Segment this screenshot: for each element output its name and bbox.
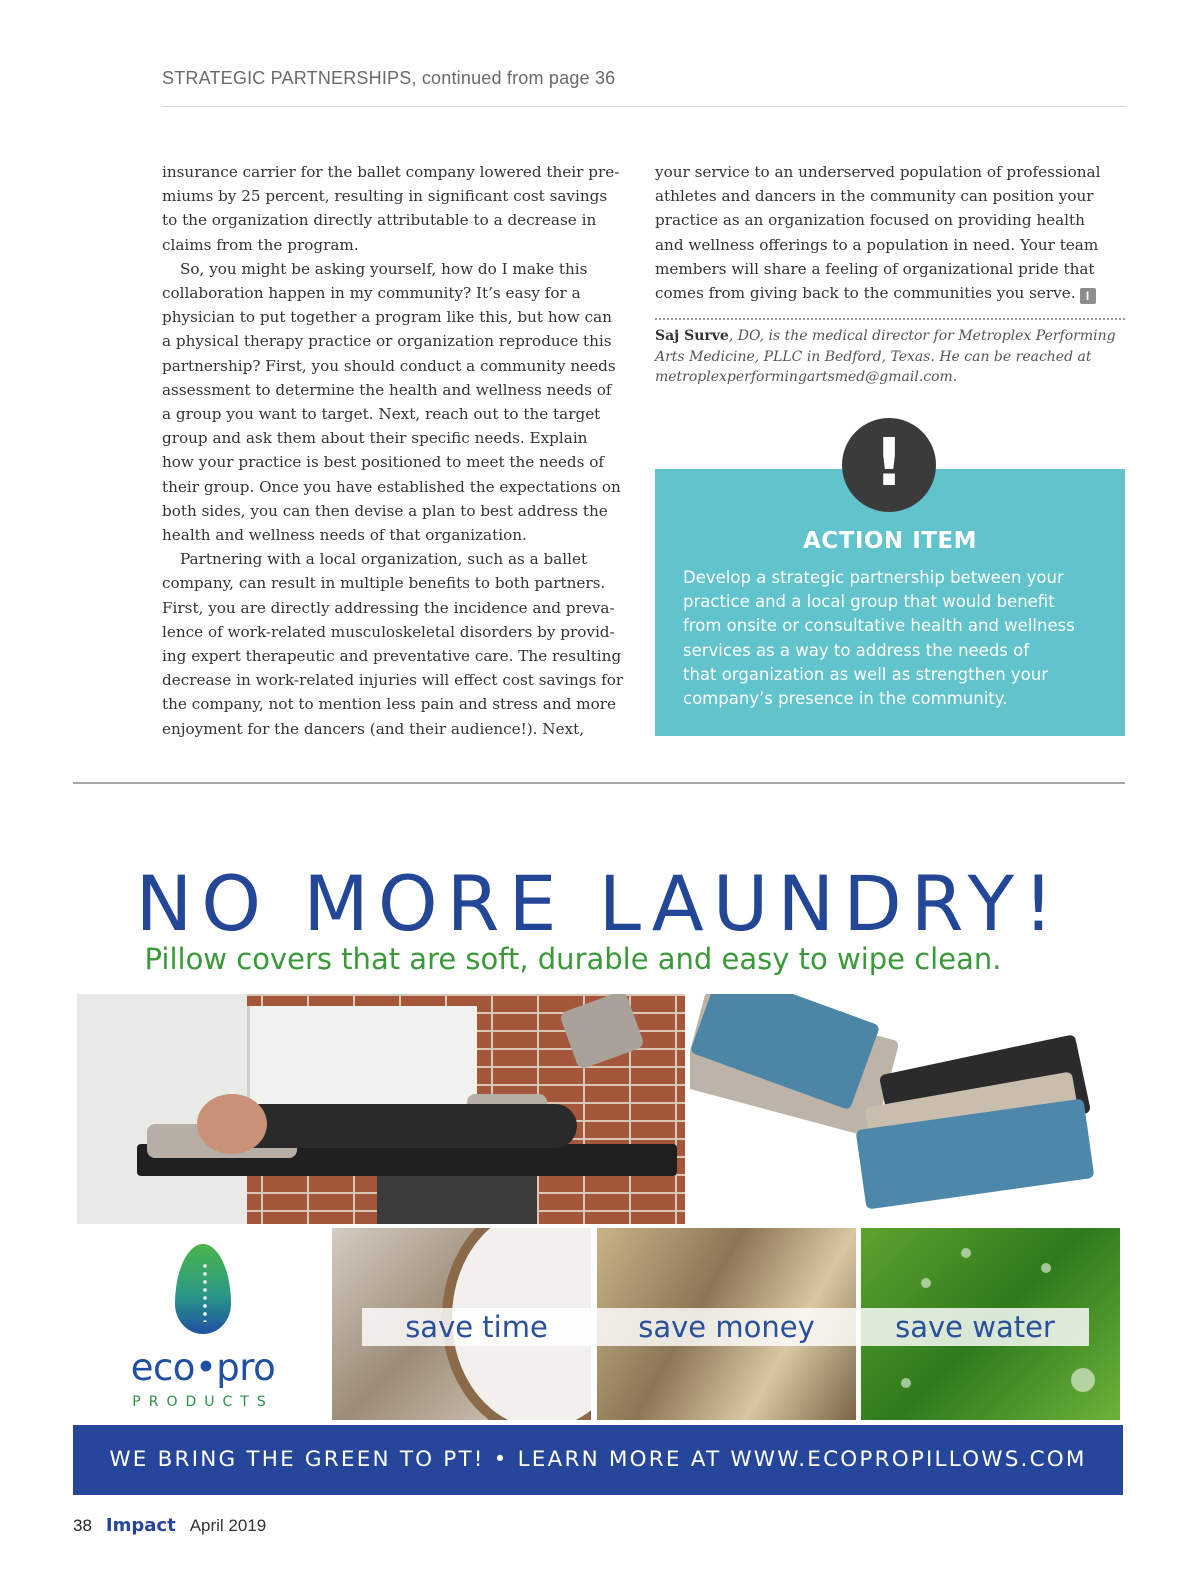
article-line: practice as an organization focused on providing health xyxy=(655,211,1085,230)
leaf-logo-icon xyxy=(175,1244,231,1334)
water-drop xyxy=(921,1278,931,1288)
pillow-covers-photo xyxy=(690,994,1120,1224)
treatment-table-base xyxy=(377,1176,537,1224)
tile-label: save time xyxy=(362,1308,591,1346)
article-line: health and wellness needs of that organization. xyxy=(162,526,527,545)
author-bio xyxy=(655,326,1125,388)
article-line: physician to put together a program like this, but how can xyxy=(162,308,612,327)
article-line: lence of work-related musculoskeletal disorders by provid- xyxy=(162,622,615,641)
article-line: both sides, you can then devise a plan to best address the xyxy=(162,501,608,520)
logo-subtitle: PRODUCTS xyxy=(132,1394,274,1410)
article-line: company, can result in multiple benefits to both partners. xyxy=(162,574,606,593)
article-line: claims from the program. xyxy=(162,235,359,254)
patient-head xyxy=(197,1094,267,1154)
article-line: assessment to determine the health and wellness needs of xyxy=(162,380,612,399)
article-line: Partnering with a local organization, such as a ballet xyxy=(180,550,588,569)
article-line: miums by 25 percent, resulting in significant cost savings xyxy=(162,187,608,206)
article-line: and wellness offerings to a population in need. Your team xyxy=(655,235,1099,254)
water-drop xyxy=(961,1248,971,1258)
patient-figure xyxy=(217,1104,577,1148)
article-line: ing expert therapeutic and preventative care. The resulting xyxy=(162,647,622,666)
exclamation-icon xyxy=(842,418,936,512)
tile-label: save money xyxy=(597,1308,856,1346)
ad-divider xyxy=(73,782,1125,784)
article-line: how your practice is best positioned to meet the needs of xyxy=(162,453,604,472)
ad-banner: WE BRING THE GREEN TO PT! • LEARN MORE AT WWW.ECOPROPILLOWS.COM xyxy=(73,1425,1123,1495)
issue-date: April 2019 xyxy=(189,1516,267,1535)
article-line: partnership? First, you should conduct a community needs xyxy=(162,356,616,375)
article-line: the company, not to mention less pain and stress and more xyxy=(162,695,616,714)
action-item-line: services as a way to address the needs of xyxy=(683,640,1030,660)
action-item-line: from onsite or consultative health and wellness xyxy=(683,616,1075,636)
spine-dots xyxy=(203,1262,207,1322)
save-time-tile xyxy=(332,1228,591,1420)
end-of-article-icon: I xyxy=(1080,288,1096,304)
article-line: group and ask them about their specific needs. Explain xyxy=(162,429,588,448)
running-head: STRATEGIC PARTNERSHIPS, continued from page 36 xyxy=(162,68,616,88)
magazine-name: Impact xyxy=(105,1515,176,1536)
author-bio-text: , DO, is the medical director for Metroplex Performing Arts Medicine, PLLC in Bedford, Texas. He can be reached at metroplexperformingartsmed@gmail.com. xyxy=(655,328,1116,385)
action-item-line: that organization as well as strengthen your xyxy=(683,664,1049,684)
exclamation-glyph: ! xyxy=(873,424,905,501)
logo-wordmark: eco•pro xyxy=(130,1346,276,1389)
bio-divider xyxy=(655,318,1125,320)
page-footer xyxy=(73,1515,266,1536)
save-water-tile xyxy=(861,1228,1120,1420)
page-number: 38 xyxy=(73,1516,92,1535)
article-line: collaboration happen in my community? It’s easy for a xyxy=(162,284,581,303)
article-line: decrease in work-related injuries will effect cost savings for xyxy=(162,671,624,690)
article-line: their group. Once you have established the expectations on xyxy=(162,477,621,496)
ad-headline: NO MORE LAUNDRY! xyxy=(135,859,1063,948)
ad-subhead: Pillow covers that are soft, durable and easy to wipe clean. xyxy=(144,942,1002,976)
article-line: insurance carrier for the ballet company lowered their pre- xyxy=(162,163,620,181)
water-drop xyxy=(1071,1368,1095,1392)
article-line-last xyxy=(655,281,1125,305)
action-item-line: company’s presence in the community. xyxy=(683,689,1008,709)
header-divider xyxy=(162,106,1125,107)
water-drop xyxy=(1041,1263,1051,1273)
article-line: athletes and dancers in the community can position your xyxy=(655,187,1094,206)
save-money-tile xyxy=(597,1228,856,1420)
author-name: Saj Surve xyxy=(655,328,729,344)
article-line: a physical therapy practice or organization reproduce this xyxy=(162,332,612,351)
action-item-line: Develop a strategic partnership between your xyxy=(683,568,1064,587)
action-item-line: practice and a local group that would benefit xyxy=(683,592,1055,612)
article-line: So, you might be asking yourself, how do I make this xyxy=(180,259,588,278)
article-left-column xyxy=(162,160,632,741)
action-item-body xyxy=(683,566,1113,711)
article-right-column xyxy=(655,160,1125,305)
ecopro-logo xyxy=(77,1228,329,1420)
article-line: members will share a feeling of organizational pride that xyxy=(655,259,1095,278)
article-line: your service to an underserved population of professional xyxy=(655,163,1101,181)
article-line-text: comes from giving back to the communities you serve. xyxy=(655,284,1076,303)
action-item-title: ACTION ITEM xyxy=(802,528,978,554)
article-line: enjoyment for the dancers (and their audience!). Next, xyxy=(162,719,585,738)
water-drop xyxy=(901,1378,911,1388)
therapy-table-photo xyxy=(77,994,685,1224)
article-line: a group you want to target. Next, reach out to the target xyxy=(162,405,601,424)
article-line: to the organization directly attributable to a decrease in xyxy=(162,211,597,230)
tile-label: save water xyxy=(861,1308,1089,1346)
article-line: First, you are directly addressing the incidence and preva- xyxy=(162,598,615,617)
